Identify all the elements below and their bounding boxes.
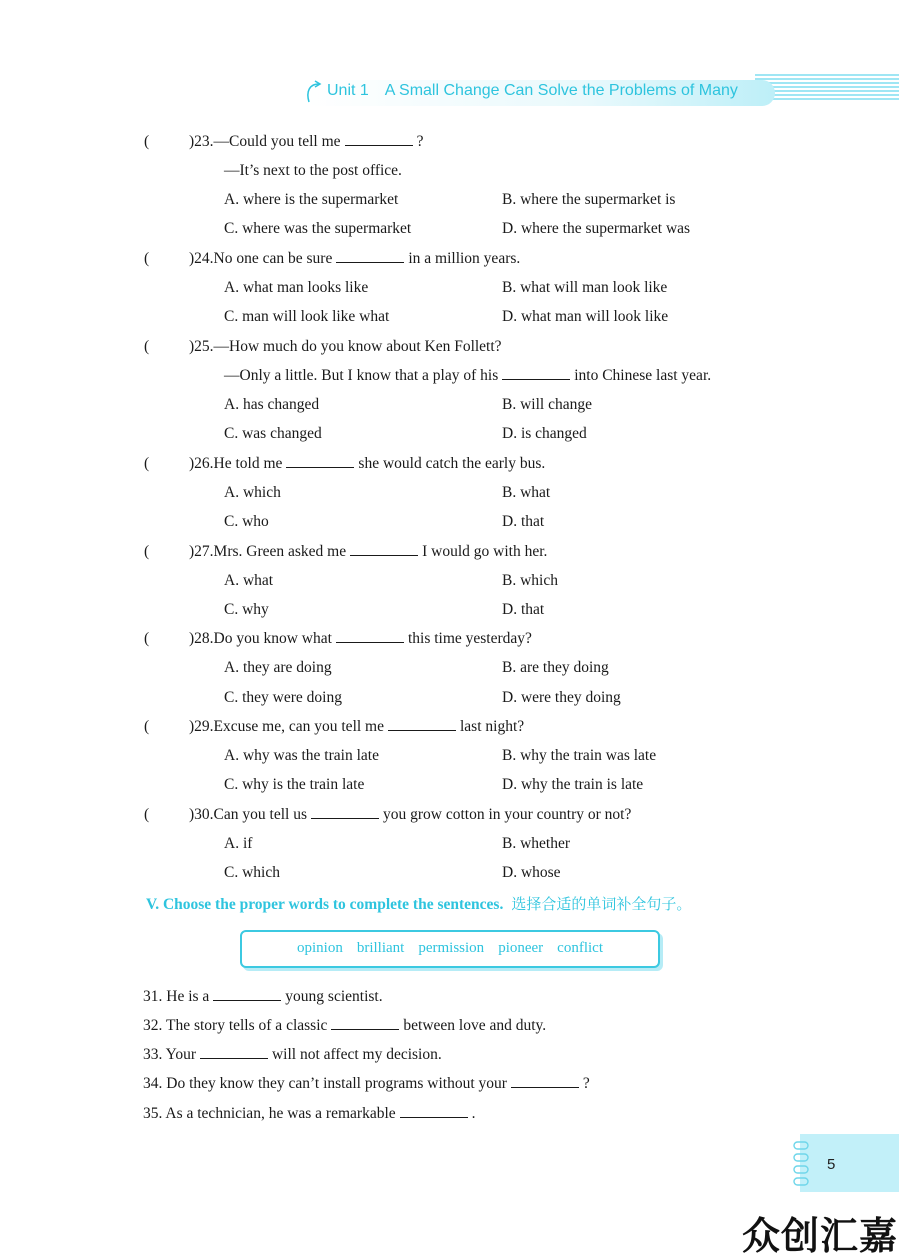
stem-text: she would catch the early bus. [358, 455, 546, 472]
curved-arrow-icon [303, 80, 325, 106]
answer-blank[interactable] [331, 1017, 399, 1030]
question-stem [189, 543, 547, 561]
option-d: D. where the supermarket was [502, 220, 691, 237]
stem-text: I would go with her. [422, 543, 548, 560]
word-bank-item: pioneer [498, 940, 544, 956]
option-b: B. which [502, 572, 558, 589]
stem-text: last night? [460, 718, 525, 735]
option-a: A. what man looks like [224, 279, 369, 296]
fill-text: young scientist. [285, 988, 383, 1005]
option-c: C. was changed [224, 425, 322, 442]
question-number: )26. [189, 455, 214, 472]
option-d: D. that [502, 601, 545, 618]
header-stripes [755, 74, 899, 102]
option-a: A. which [224, 484, 281, 501]
answer-blank [345, 133, 413, 146]
word-bank [240, 930, 660, 968]
fill-text: between love and duty. [403, 1017, 547, 1034]
option-b: B. will change [502, 396, 592, 413]
answer-blank [336, 630, 404, 643]
question-number: )28. [189, 630, 214, 647]
question-stem [189, 455, 545, 473]
question-number: )27. [189, 543, 214, 560]
question-stem [189, 806, 631, 824]
option-c: C. why is the train late [224, 776, 365, 793]
option-a: A. why was the train late [224, 747, 379, 764]
answer-paren[interactable]: ( [144, 133, 150, 150]
option-b: B. are they doing [502, 659, 609, 676]
page-number: 5 [827, 1156, 836, 1173]
option-d: D. is changed [502, 425, 587, 442]
option-b: B. why the train was late [502, 747, 657, 764]
question-stem [189, 338, 502, 356]
option-b: B. whether [502, 835, 571, 852]
fill-text: will not affect my decision. [271, 1046, 442, 1063]
option-c: C. who [224, 513, 269, 530]
word-bank-item: opinion [297, 940, 343, 956]
option-b: B. what [502, 484, 551, 501]
option-d: D. whose [502, 864, 561, 881]
option-d: D. were they doing [502, 689, 621, 706]
section-title-en: V. Choose the proper words to complete the sentences. [146, 896, 504, 913]
option-d: D. that [502, 513, 545, 530]
option-c: C. where was the supermarket [224, 220, 412, 237]
fill-text: 32. The story tells of a classic [143, 1017, 328, 1034]
option-a: A. what [224, 572, 274, 589]
stem-text: this time yesterday? [407, 630, 532, 647]
stem-text: ? [416, 133, 424, 150]
question-number: )25. [189, 338, 214, 355]
option-c: C. why [224, 601, 269, 618]
answer-paren[interactable]: ( [144, 543, 150, 560]
stem-text: He told me [213, 455, 283, 472]
answer-blank [311, 806, 379, 819]
question-number: )23. [189, 133, 214, 150]
fill-text: . [471, 1105, 476, 1122]
stem-text: —Could you tell me [213, 133, 341, 150]
fill-text: 34. Do they know they can’t install programs without your [143, 1075, 507, 1092]
page-number-badge [800, 1134, 899, 1192]
answer-blank [286, 455, 354, 468]
option-c: C. man will look like what [224, 308, 390, 325]
fill-text: ? [582, 1075, 590, 1092]
stem-text: Can you tell us [213, 806, 307, 823]
dialogue-reply [224, 367, 711, 385]
question-stem [189, 133, 423, 151]
question-stem [189, 250, 520, 268]
stem-text: Mrs. Green asked me [213, 543, 347, 560]
answer-paren[interactable]: ( [144, 338, 150, 355]
answer-blank [502, 367, 570, 380]
answer-blank [350, 543, 418, 556]
answer-paren[interactable]: ( [144, 455, 150, 472]
fill-text: 33. Your [143, 1046, 196, 1063]
answer-blank [388, 718, 456, 731]
answer-blank[interactable] [400, 1105, 468, 1118]
option-a: A. has changed [224, 396, 320, 413]
fill-item-34 [143, 1075, 590, 1093]
question-stem [189, 718, 524, 736]
binder-rings-icon [790, 1140, 812, 1188]
stem-text: No one can be sure [213, 250, 333, 267]
option-b: B. where the supermarket is [502, 191, 676, 208]
unit-title [327, 82, 738, 100]
option-a: A. if [224, 835, 253, 852]
stem-text: —Only a little. But I know that a play of his [224, 367, 499, 384]
unit-label: Unit 1 [327, 82, 369, 99]
stem-text: into Chinese last year. [574, 367, 712, 384]
option-a: A. they are doing [224, 659, 332, 676]
stem-text: you grow cotton in your country or not? [382, 806, 632, 823]
stem-text: Excuse me, can you tell me [213, 718, 384, 735]
stem-text: Do you know what [213, 630, 332, 647]
fill-text: 31. He is a [143, 988, 210, 1005]
answer-paren[interactable]: ( [144, 718, 150, 735]
word-bank-item: brilliant [356, 940, 405, 956]
question-number: )29. [189, 718, 214, 735]
fill-item-31 [143, 988, 383, 1006]
answer-blank[interactable] [200, 1046, 268, 1059]
watermark-logo: 众创汇嘉 [742, 1214, 899, 1258]
dialogue-reply: —It’s next to the post office. [224, 162, 402, 179]
fill-item-33 [143, 1046, 442, 1064]
word-bank-list [242, 940, 658, 957]
fill-text: 35. As a technician, he was a remarkable [143, 1105, 396, 1122]
stem-text: in a million years. [408, 250, 521, 267]
option-c: C. they were doing [224, 689, 342, 706]
answer-blank [336, 250, 404, 263]
answer-blank[interactable] [511, 1075, 579, 1088]
question-number: )30. [189, 806, 214, 823]
word-bank-item: conflict [557, 940, 603, 956]
option-c: C. which [224, 864, 280, 881]
fill-item-32 [143, 1017, 546, 1035]
unit-name: A Small Change Can Solve the Problems of Many [384, 82, 738, 99]
stem-text: —How much do you know about Ken Follett? [213, 338, 502, 355]
answer-paren[interactable]: ( [144, 630, 150, 647]
word-bank-item: permission [418, 940, 485, 956]
fill-item-35 [143, 1105, 476, 1123]
answer-blank[interactable] [213, 988, 281, 1001]
answer-paren[interactable]: ( [144, 250, 150, 267]
option-a: A. where is the supermarket [224, 191, 399, 208]
question-number: )24. [189, 250, 214, 267]
question-stem [189, 630, 532, 648]
section-title-cn: 选择合适的单词补全句子。 [511, 895, 692, 913]
option-b: B. what will man look like [502, 279, 668, 296]
option-d: D. what man will look like [502, 308, 669, 325]
section-heading [146, 893, 691, 914]
option-d: D. why the train is late [502, 776, 644, 793]
answer-paren[interactable]: ( [144, 806, 150, 823]
